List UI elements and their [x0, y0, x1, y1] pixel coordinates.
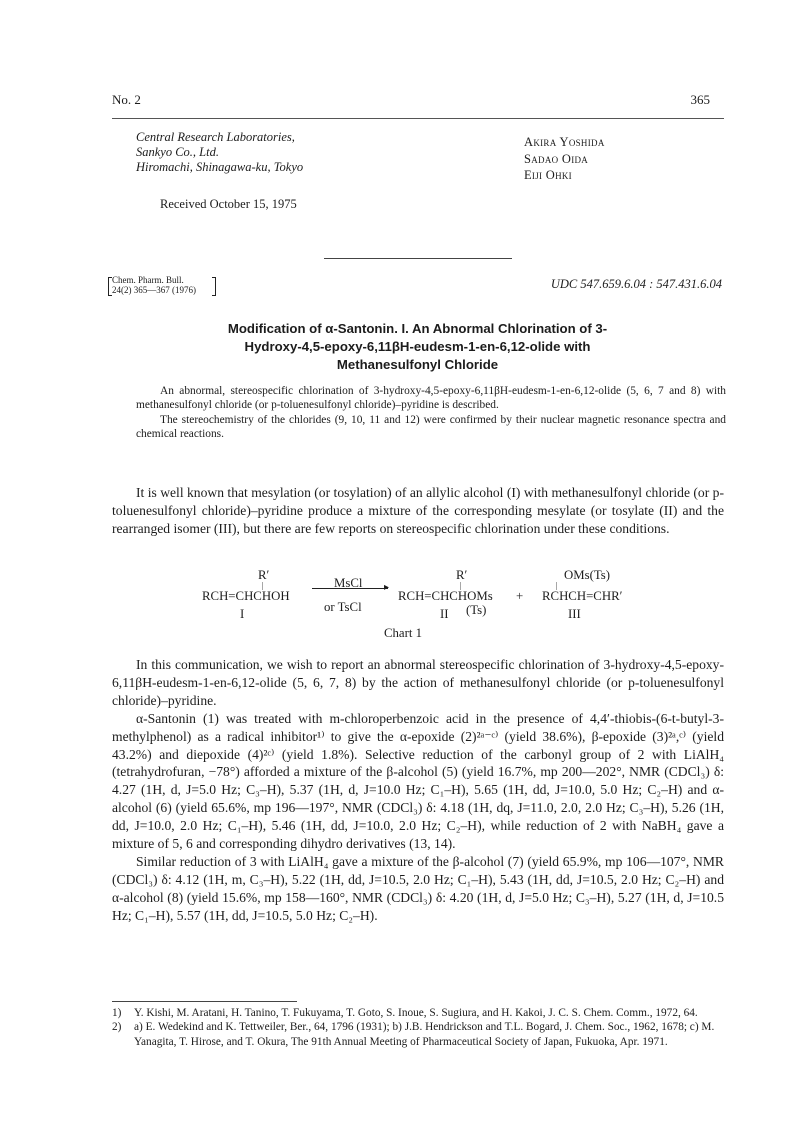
citation-volume: 24(2) 365—367 (1976) — [112, 284, 196, 295]
body-paragraph: In this communication, we wish to report an abnormal stereospecific chlorination of 3-hydroxy-4,5-epoxy-6,11βH-eudesm-1-en-6,12-olide (5, 6, 7, 8) by the action of methanesulfonyl chloride (or p-toluenesulfonyl chloride)–pyridine. — [112, 657, 724, 708]
scheme-plus: + — [516, 589, 524, 603]
scheme-reagent-alt: or TsCl — [324, 600, 362, 614]
footnote-number: 1) — [112, 1007, 122, 1019]
header-rule — [112, 118, 724, 119]
previous-article-affiliation — [136, 130, 303, 175]
footnote — [112, 1020, 724, 1049]
affiliation-line: Hiromachi, Shinagawa-ku, Tokyo — [136, 160, 304, 174]
abstract — [136, 384, 726, 441]
scheme-reagent: MsCl — [334, 576, 363, 590]
author-name: Sadao Oida — [524, 151, 589, 166]
udc-code: UDC 547.659.6.04 : 547.431.6.04 — [550, 277, 722, 291]
citation-journal: Chem. Pharm. Bull. — [112, 275, 184, 285]
intro-paragraph — [112, 484, 724, 538]
body-paragraph: α-Santonin (1) was treated with m-chloroperbenzoic acid in the presence of 4,4′-thiobis-(6-t-butyl-3-methylphenol) as a radical inhibitor¹⁾ to give the α-epoxide (2)²ᵃ⁻ᶜ⁾ (yield 38.6%), β-epoxide (3)²ᵃ,ᶜ⁾ (yield 43.2%) and diepoxide (4)²ᶜ⁾ (yield 1.8%). Selective reduction of the carbonyl group of 2 with LiAlH₄ (tetrahydrofuran, −78°) afforded a mixture of the β-alcohol (5) (yield 16.7%, mp 200—202°, NMR (CDCl₃) δ: 4.27 (1H, d, J=5.0 Hz; C₃–H), 5.37 (1H, d, J=10.0 Hz; C₁–H), 5.65 (1H, dd, J=10.0, 5.0 Hz; C₂–H) and α-alcohol (6) (yield 65.6%, mp 196—197°, NMR (CDCl₃) δ: 4.18 (1H, dq, J=11.0, 2.0, 2.0 Hz; C₃–H), 5.26 (1H, dd, J=10.0, 2.0 Hz; C₁–H), 5.46 (1H, dd, J=10.0, 2.0 Hz; C₂–H), while reduction of 2 with NaBH₄ gave a mixture of 5, 6 and corresponding dihydro derivatives (13, 14). — [112, 710, 724, 852]
article-separator — [324, 258, 512, 259]
scheme-structure-III: RCHCH=CHR′ — [542, 589, 623, 603]
article-title — [150, 320, 685, 374]
main-text — [112, 656, 724, 925]
scheme-structure-II: RCH=CHCHOMs — [398, 589, 493, 603]
author-name: Eiji Ohki — [524, 168, 572, 182]
affiliation-line: Sankyo Co., Ltd. — [136, 145, 219, 159]
author-name: Akira Yoshida — [524, 135, 605, 149]
scheme-label-I: I — [240, 607, 245, 621]
bond-tick: | — [556, 581, 558, 590]
footnotes — [112, 1006, 724, 1049]
scheme-substituent: R′ — [456, 568, 468, 582]
reaction-arrow — [312, 588, 388, 589]
citation-box — [112, 276, 196, 295]
citation-bracket-right — [212, 277, 216, 296]
scheme-ts-note: (Ts) — [466, 603, 487, 617]
journal-issue-number: No. 2 — [112, 92, 141, 107]
page-number: 365 — [690, 92, 710, 107]
chart-caption: Chart 1 — [384, 626, 423, 640]
bond-tick: | — [262, 581, 264, 590]
title-line: Modification of α-Santonin. I. An Abnormal Chlorination of 3- — [227, 321, 608, 336]
title-line: Hydroxy-4,5-epoxy-6,11βH-eudesm-1-en-6,12-olide with — [244, 339, 591, 354]
received-date: Received October 15, 1975 — [160, 197, 297, 211]
scheme-substituent: R′ — [258, 568, 270, 582]
scheme-structure-I: RCH=CHCHOH — [202, 589, 290, 603]
footnote-rule — [112, 1001, 297, 1002]
affiliation-line: Central Research Laboratories, — [136, 130, 295, 144]
scheme-substituent: OMs(Ts) — [564, 568, 611, 582]
body-paragraph: It is well known that mesylation (or tosylation) of an allylic alcohol (I) with methanesulfonyl chloride (or p-toluenesulfonyl chloride)–pyridine produce a mixture of the corresponding mesylate (or tosylate (II) and the rearranged isomer (III), but there are few reports on stereospecific chlorination under these conditions. — [112, 485, 724, 536]
abstract-paragraph: The stereochemistry of the chlorides (9, 10, 11 and 12) were confirmed by their nuclear magnetic resonance spectra and chemical reactions. — [136, 413, 726, 440]
scheme-label-II: II — [440, 607, 449, 621]
footnote-number: 2) — [112, 1021, 122, 1034]
citation-bracket-left — [108, 277, 112, 296]
arrow-head: ▸ — [384, 582, 390, 593]
abstract-paragraph: An abnormal, stereospecific chlorination of 3-hydroxy-4,5-epoxy-6,11βH-eudesm-1-en-6,12-olide (5, 6, 7 and 8) with methanesulfonyl chloride (or p-toluenesulfonyl chloride)–pyridine is described. — [136, 385, 726, 412]
body-paragraph: Similar reduction of 3 with LiAlH₄ gave a mixture of the β-alcohol (7) (yield 65.9%, mp 106—107°, NMR (CDCl₃) δ: 4.12 (1H, m, C₃–H), 5.22 (1H, dd, J=10.5, 2.0 Hz; C₁–H), 5.43 (1H, dd, J=10.5, 2.0 Hz; C₂–H) and α-alcohol (8) (yield 15.6%, mp 158—160°, NMR (CDCl₃) δ: 4.20 (1H, d, J=5.0 Hz; C₃–H), 5.27 (1H, d, J=10.5 Hz; C₁–H), 5.57 (1H, dd, J=10.5, 5.0 Hz; C₂–H). — [112, 853, 724, 923]
scheme-label-III: III — [568, 607, 581, 621]
bond-tick: | — [460, 581, 462, 590]
previous-article-authors — [524, 134, 605, 184]
footnote — [112, 1006, 724, 1020]
footnote-text: a) E. Wedekind and K. Tettweiler, Ber., 64, 1796 (1931); b) J.B. Hendrickson and T.L. Bogard, J. Chem. Soc., 1962, 1678; c) M. Yanagita, T. Hirose, and T. Okura, The 91th Annual Meeting of Pharmaceutical Society of Japan, Fukuoka, Apr. 1971. — [134, 1021, 715, 1048]
chart-1-scheme — [112, 568, 724, 640]
title-line: Methanesulfonyl Chloride — [336, 357, 499, 372]
footnote-text: Y. Kishi, M. Aratani, H. Tanino, T. Fukuyama, T. Goto, S. Inoue, S. Sugiura, and H. Kakoi, J. C. S. Chem. Comm., 1972, 64. — [134, 1007, 698, 1019]
